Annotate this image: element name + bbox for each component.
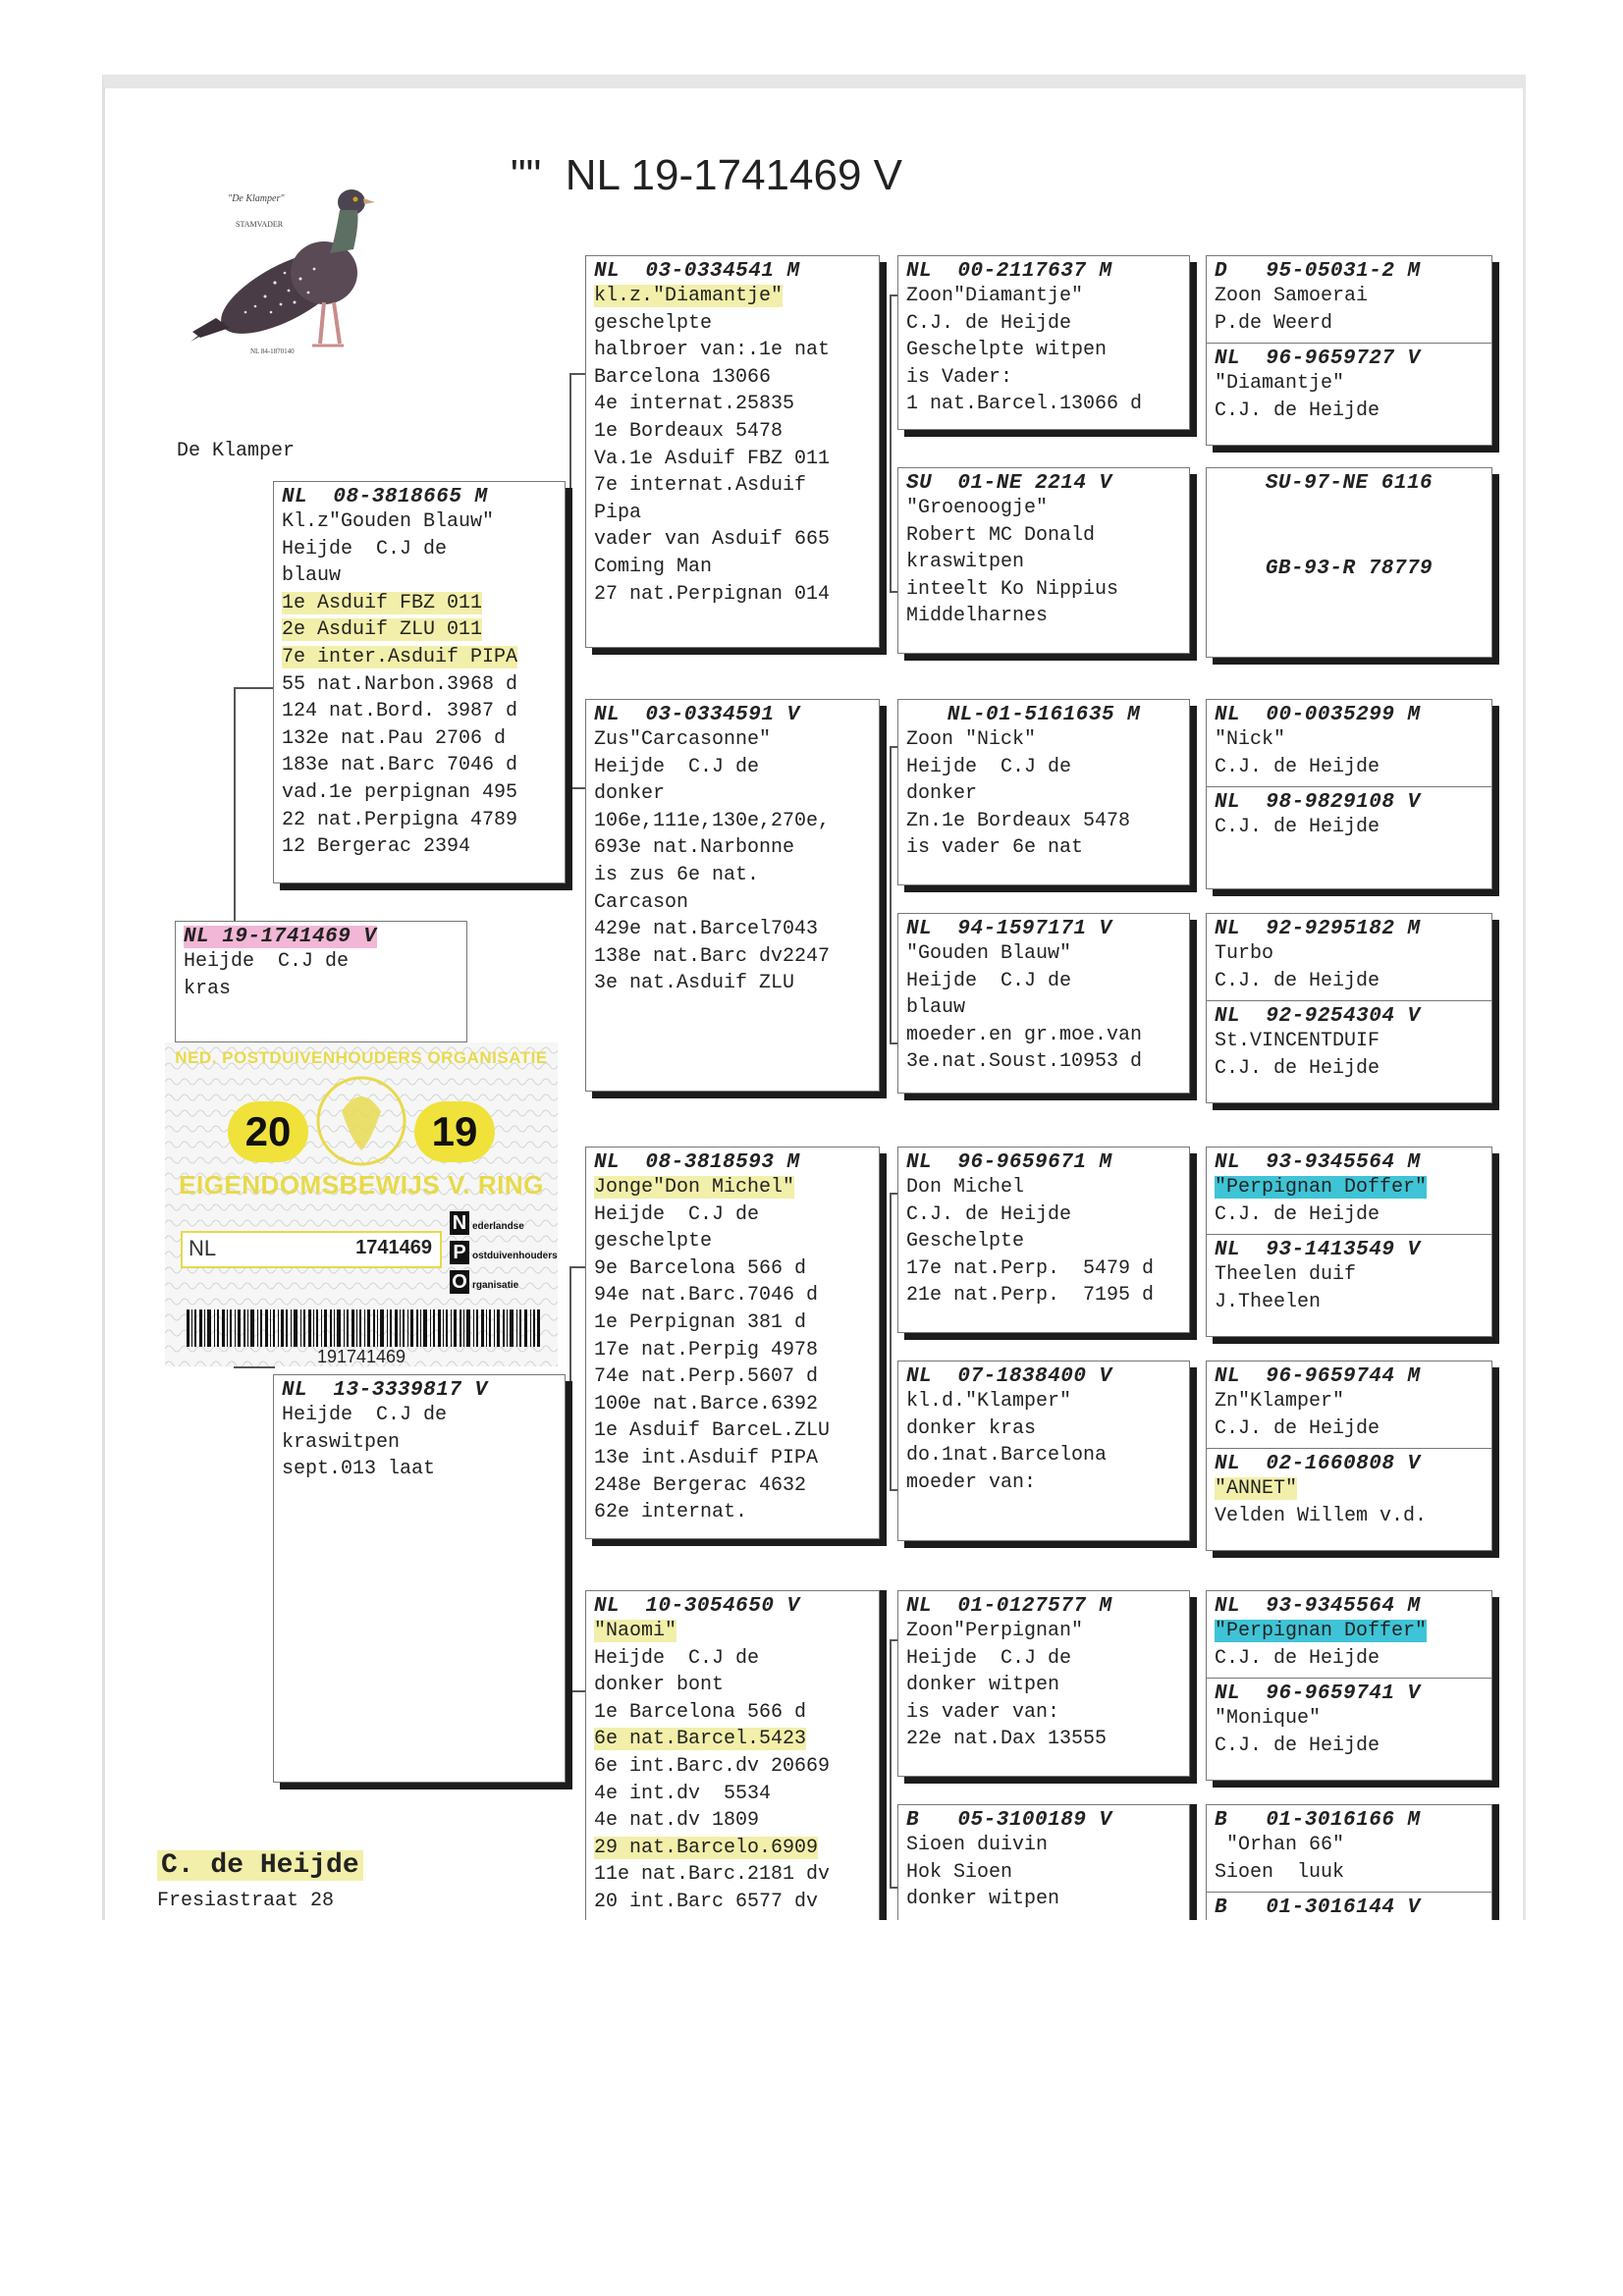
sd-line: Heijde C.J de <box>594 755 760 778</box>
dss-ring: NL 96-9659671 M <box>906 1151 1112 1174</box>
sdd-ring: NL 94-1597171 V <box>906 918 1112 940</box>
pigeon-icon <box>187 175 393 371</box>
sdd-line: moeder.en gr.moe.van <box>906 1023 1143 1046</box>
dd-line: "Naomi" <box>594 1620 677 1642</box>
sire-line: 7e inter.Asduif PIPA <box>282 645 518 668</box>
g4-line: C.J. de Heijde <box>1215 755 1380 778</box>
dsd-line: do.1nat.Barcelona <box>906 1444 1108 1468</box>
pigeon-photo <box>187 175 393 371</box>
owner-address: Fresiastraat 28 <box>157 1890 335 1912</box>
ds-line: 9e Barcelona 566 d <box>594 1256 807 1280</box>
g4-ring: B 01-3016166 M <box>1215 1809 1421 1832</box>
dss-line: C.J. de Heijde <box>906 1202 1072 1226</box>
g4-ring: NL 96-9659741 V <box>1215 1682 1421 1706</box>
sd-ring: NL 03-0334591 V <box>594 704 800 726</box>
sd-line: 3e nat.Asduif ZLU <box>594 972 795 995</box>
ssd-ring: SU 01-NE 2214 V <box>906 472 1112 495</box>
g4-box-7[interactable] <box>1206 1590 1492 1781</box>
sss-line: C.J. de Heijde <box>906 311 1072 335</box>
certificate-band: EIGENDOMSBEWIJS V. RING <box>179 1170 544 1200</box>
pedigree-title <box>511 151 902 200</box>
g4-line: C.J. de Heijde <box>1215 1056 1380 1080</box>
g4-line: C.J. de Heijde <box>1215 1202 1380 1226</box>
sire-line: 124 nat.Bord. 3987 d <box>282 700 518 723</box>
sire-line: 22 nat.Perpigna 4789 <box>282 808 518 831</box>
ds-line: 17e nat.Perpig 4978 <box>594 1338 819 1362</box>
ddd-line: Hok Sioen <box>906 1860 1013 1884</box>
subject-line: kras <box>184 977 232 1000</box>
sire-line: Heijde C.J de <box>282 537 448 561</box>
owner-name: C. de Heijde <box>157 1850 363 1881</box>
g3-box-sds[interactable] <box>897 699 1190 885</box>
ss-line: Barcelona 13066 <box>594 365 772 389</box>
dam-line: kraswitpen <box>282 1430 401 1454</box>
ssd-line: "Groenoogje" <box>906 497 1049 519</box>
certificate-number: 1741469 <box>355 1237 432 1258</box>
ds-line: 94e nat.Barc.7046 d <box>594 1284 819 1308</box>
g4-ring: NL 93-9345564 M <box>1215 1595 1421 1618</box>
certificate-org: NED. POSTDUIVENHOUDERS ORGANISATIE <box>175 1048 548 1067</box>
dds-line: is vader van: <box>906 1700 1060 1724</box>
sire-line: 1e Asduif FBZ 011 <box>282 591 483 614</box>
dd-ring: NL 10-3054650 V <box>594 1595 800 1618</box>
ss-line: vader van Asduif 665 <box>594 528 831 552</box>
g4-ring: NL 92-9254304 V <box>1215 1005 1421 1029</box>
g4-ring: NL 93-9345564 M <box>1215 1151 1421 1174</box>
dd-line: 6e nat.Barcel.5423 <box>594 1728 807 1751</box>
npo-line: O rganisatie <box>450 1270 518 1294</box>
g4-line: "Monique" <box>1215 1707 1322 1731</box>
ss-line: halbroer van:.1e nat <box>594 339 831 362</box>
dove-caption: "De Klamper" <box>228 193 285 204</box>
sire-sire-box[interactable] <box>585 255 880 648</box>
dam-box[interactable] <box>273 1374 566 1783</box>
g4-ring: SU-97-NE 6116 <box>1265 472 1434 495</box>
dd-line: 29 nat.Barcelo.6909 <box>594 1836 819 1859</box>
g4-line: J.Theelen <box>1215 1290 1322 1313</box>
ss-ring: NL 03-0334541 M <box>594 260 800 283</box>
dam-sire-box[interactable] <box>585 1147 880 1539</box>
g4-box-5[interactable] <box>1206 1147 1492 1337</box>
ss-line: geschelpte <box>594 311 713 335</box>
dd-line: Heijde C.J de <box>594 1646 760 1670</box>
g4-line: "Perpignan Doffer" <box>1215 1176 1428 1199</box>
ss-line: 7e internat.Asduif <box>594 474 807 498</box>
sire-line: blauw <box>282 564 342 588</box>
subject-line: Heijde C.J de <box>184 950 350 973</box>
dd-line: 4e nat.dv 1809 <box>594 1809 760 1833</box>
g4-box-2[interactable] <box>1206 467 1492 658</box>
g4-ring: NL 96-9659727 V <box>1215 347 1421 371</box>
sire-dam-box[interactable] <box>585 699 880 1092</box>
connector-sire <box>234 687 275 925</box>
g4-ring: GB-93-R 78779 <box>1265 558 1434 580</box>
ds-line: 74e nat.Perp.5607 d <box>594 1365 819 1389</box>
g4-ring: D 95-05031-2 M <box>1215 260 1421 283</box>
dd-line: 20 int.Barc 6577 dv <box>594 1890 819 1913</box>
ds-line: 100e nat.Barce.6392 <box>594 1392 819 1415</box>
dsd-line: donker kras <box>906 1416 1037 1440</box>
ss-line: Coming Man <box>594 555 713 578</box>
g4-line: C.J. de Heijde <box>1215 1646 1380 1670</box>
label-de-klamper: De Klamper <box>177 440 296 462</box>
sire-box[interactable] <box>273 481 566 883</box>
dsd-line: kl.d."Klamper" <box>906 1390 1072 1413</box>
ds-line: 13e int.Asduif PIPA <box>594 1446 819 1469</box>
ddd-line: donker witpen <box>906 1888 1060 1911</box>
sire-line: 183e nat.Barc 7046 d <box>282 754 518 777</box>
ss-line: kl.z."Diamantje" <box>594 285 784 307</box>
ddd-line: Sioen duivin <box>906 1834 1049 1856</box>
sdd-line: Heijde C.J de <box>906 969 1072 992</box>
ds-line: 62e internat. <box>594 1501 748 1524</box>
sd-line: 106e,111e,130e,270e, <box>594 809 831 832</box>
dss-line: 17e nat.Perp. 5479 d <box>906 1256 1155 1280</box>
g4-line: "Perpignan Doffer" <box>1215 1620 1428 1642</box>
sire-line: 12 Bergerac 2394 <box>282 835 471 859</box>
g4-ring: NL 93-1413549 V <box>1215 1239 1421 1262</box>
barcode-number: 191741469 <box>316 1347 406 1366</box>
sire-line: 132e nat.Pau 2706 d <box>282 726 507 750</box>
ds-line: Heijde C.J de <box>594 1202 760 1226</box>
ddd-ring: B 05-3100189 V <box>906 1809 1112 1832</box>
g4-line: "Diamantje" <box>1215 372 1345 396</box>
g4-box-6[interactable] <box>1206 1361 1492 1551</box>
certificate-year-left: 20 <box>228 1101 308 1162</box>
g3-box-ssd[interactable] <box>897 467 1190 654</box>
sire-ring: NL 08-3818665 M <box>282 486 488 508</box>
ds-line: 248e Bergerac 4632 <box>594 1473 807 1497</box>
sd-line: 429e nat.Barcel7043 <box>594 918 819 941</box>
g4-ring: B 01-3016144 V <box>1215 1896 1421 1920</box>
certificate-country: NL <box>189 1236 217 1260</box>
ss-line: 4e internat.25835 <box>594 393 795 416</box>
sss-line: is Vader: <box>906 365 1013 389</box>
sd-line: Carcason <box>594 890 689 914</box>
sd-line: 693e nat.Narbonne <box>594 836 795 860</box>
sire-line: 55 nat.Narbon.3968 d <box>282 672 518 696</box>
ss-line: Va.1e Asduif FBZ 011 <box>594 447 831 470</box>
g4-ring: NL 92-9295182 M <box>1215 918 1421 940</box>
sds-ring: NL-01-5161635 M <box>947 704 1141 726</box>
title-quote-mark: "" <box>511 151 542 199</box>
g4-line: "Nick" <box>1215 728 1286 751</box>
ssd-line: kraswitpen <box>906 551 1025 574</box>
sds-line: Zn.1e Bordeaux 5478 <box>906 809 1131 832</box>
ds-line: 1e Perpignan 381 d <box>594 1310 807 1334</box>
ssd-line: Middelharnes <box>906 605 1049 628</box>
sss-ring: NL 00-2117637 M <box>906 260 1112 283</box>
dds-line: Heijde C.J de <box>906 1646 1072 1670</box>
dds-line: Zoon"Perpignan" <box>906 1620 1084 1642</box>
g4-box-3[interactable] <box>1206 699 1492 889</box>
sss-line: 1 nat.Barcel.13066 d <box>906 393 1143 416</box>
g3-box-sdd[interactable] <box>897 913 1190 1094</box>
ss-line: 27 nat.Perpignan 014 <box>594 582 831 606</box>
sdd-line: "Gouden Blauw" <box>906 942 1072 965</box>
g4-line: C.J. de Heijde <box>1215 969 1380 992</box>
dss-line: 21e nat.Perp. 7195 d <box>906 1284 1155 1308</box>
sds-line: donker <box>906 782 978 806</box>
dds-ring: NL 01-0127577 M <box>906 1595 1112 1618</box>
g3-box-sss[interactable] <box>897 255 1190 430</box>
sss-line: Geschelpte witpen <box>906 339 1108 362</box>
ds-line: Jonge"Don Michel" <box>594 1176 795 1199</box>
ss-line: 1e Bordeaux 5478 <box>594 419 784 443</box>
subject-ring: NL 19-1741469 V <box>184 926 377 948</box>
g3-box-ddd[interactable] <box>897 1804 1190 1920</box>
ssd-line: Robert MC Donald <box>906 523 1096 547</box>
certificate-ring-field <box>181 1231 442 1268</box>
sds-line: Zoon "Nick" <box>906 728 1037 751</box>
dam-line: sept.013 laat <box>282 1458 436 1481</box>
ring-certificate <box>165 1042 558 1366</box>
g4-line: St.VINCENTDUIF <box>1215 1030 1380 1053</box>
dove-ring: NL 84-1870140 <box>250 347 295 355</box>
sdd-line: blauw <box>906 996 966 1020</box>
dam-line: Heijde C.J de <box>282 1404 448 1426</box>
ssd-line: inteelt Ko Nippius <box>906 577 1119 601</box>
ds-line: geschelpte <box>594 1230 713 1254</box>
g4-line: "Orhan 66" <box>1215 1834 1345 1856</box>
g4-line: Sioen luuk <box>1215 1860 1345 1884</box>
sd-line: Zus"Carcasonne" <box>594 728 772 751</box>
g3-box-dsd[interactable] <box>897 1361 1190 1541</box>
g4-box-8[interactable] <box>1206 1804 1492 1920</box>
ds-ring: NL 08-3818593 M <box>594 1151 800 1174</box>
dd-line: 1e Barcelona 566 d <box>594 1700 807 1724</box>
g4-ring: NL 96-9659744 M <box>1215 1365 1421 1388</box>
g4-line: Velden Willem v.d. <box>1215 1504 1428 1527</box>
g4-ring: NL 02-1660808 V <box>1215 1453 1421 1476</box>
g4-line: C.J. de Heijde <box>1215 816 1380 839</box>
g3-box-dss[interactable] <box>897 1147 1190 1333</box>
g4-line: "ANNET" <box>1215 1477 1298 1501</box>
g4-ring: NL 00-0035299 M <box>1215 704 1421 726</box>
sds-line: is vader 6e nat <box>906 836 1084 860</box>
sdd-line: 3e.nat.Soust.10953 d <box>906 1050 1143 1074</box>
barcode <box>187 1309 540 1347</box>
npo-line: N ederlandse <box>450 1211 524 1235</box>
dam-ring: NL 13-3339817 V <box>282 1379 488 1402</box>
dam-dam-box[interactable] <box>585 1590 880 1920</box>
subject-box[interactable] <box>175 921 467 1042</box>
ds-line: 1e Asduif BarceL.ZLU <box>594 1419 831 1443</box>
g3-box-dds[interactable] <box>897 1590 1190 1777</box>
dove-caption-sub: STAMVADER <box>236 220 284 229</box>
dsd-ring: NL 07-1838400 V <box>906 1365 1112 1388</box>
dd-line: 4e int.dv 5534 <box>594 1782 772 1805</box>
ss-line: Pipa <box>594 501 642 524</box>
g4-line: Zoon Samoerai <box>1215 285 1369 307</box>
dss-line: Geschelpte <box>906 1230 1025 1254</box>
dss-line: Don Michel <box>906 1176 1025 1199</box>
certificate-year-right: 19 <box>414 1101 495 1162</box>
dsd-line: moeder van: <box>906 1470 1037 1494</box>
sd-line: donker <box>594 782 666 806</box>
g4-line: Theelen duif <box>1215 1263 1357 1287</box>
dds-line: donker witpen <box>906 1674 1060 1697</box>
g4-line: C.J. de Heijde <box>1215 399 1380 422</box>
g4-line: P.de Weerd <box>1215 311 1333 335</box>
g4-line: C.J. de Heijde <box>1215 1416 1380 1440</box>
title-ring-number: NL 19-1741469 V <box>565 151 903 199</box>
dd-line: donker bont <box>594 1674 725 1697</box>
g4-box-1[interactable] <box>1206 255 1492 446</box>
dds-line: 22e nat.Dax 13555 <box>906 1728 1108 1751</box>
dd-line: 6e int.Barc.dv 20669 <box>594 1754 831 1778</box>
g4-ring: NL 98-9829108 V <box>1215 791 1421 815</box>
g4-line: Turbo <box>1215 942 1274 965</box>
dd-line: 11e nat.Barc.2181 dv <box>594 1863 831 1887</box>
sds-line: Heijde C.J de <box>906 755 1072 778</box>
sire-line: 2e Asduif ZLU 011 <box>282 618 483 642</box>
g4-line: C.J. de Heijde <box>1215 1734 1380 1757</box>
npo-line: P ostduivenhouders <box>450 1241 558 1264</box>
g4-line: Zn"Klamper" <box>1215 1390 1345 1413</box>
sire-line: vad.1e perpignan 495 <box>282 780 518 804</box>
sire-line: Kl.z"Gouden Blauw" <box>282 510 495 533</box>
sd-line: is zus 6e nat. <box>594 863 760 886</box>
g4-box-4[interactable] <box>1206 913 1492 1103</box>
sss-line: Zoon"Diamantje" <box>906 285 1084 307</box>
sd-line: 138e nat.Barc dv2247 <box>594 944 831 968</box>
